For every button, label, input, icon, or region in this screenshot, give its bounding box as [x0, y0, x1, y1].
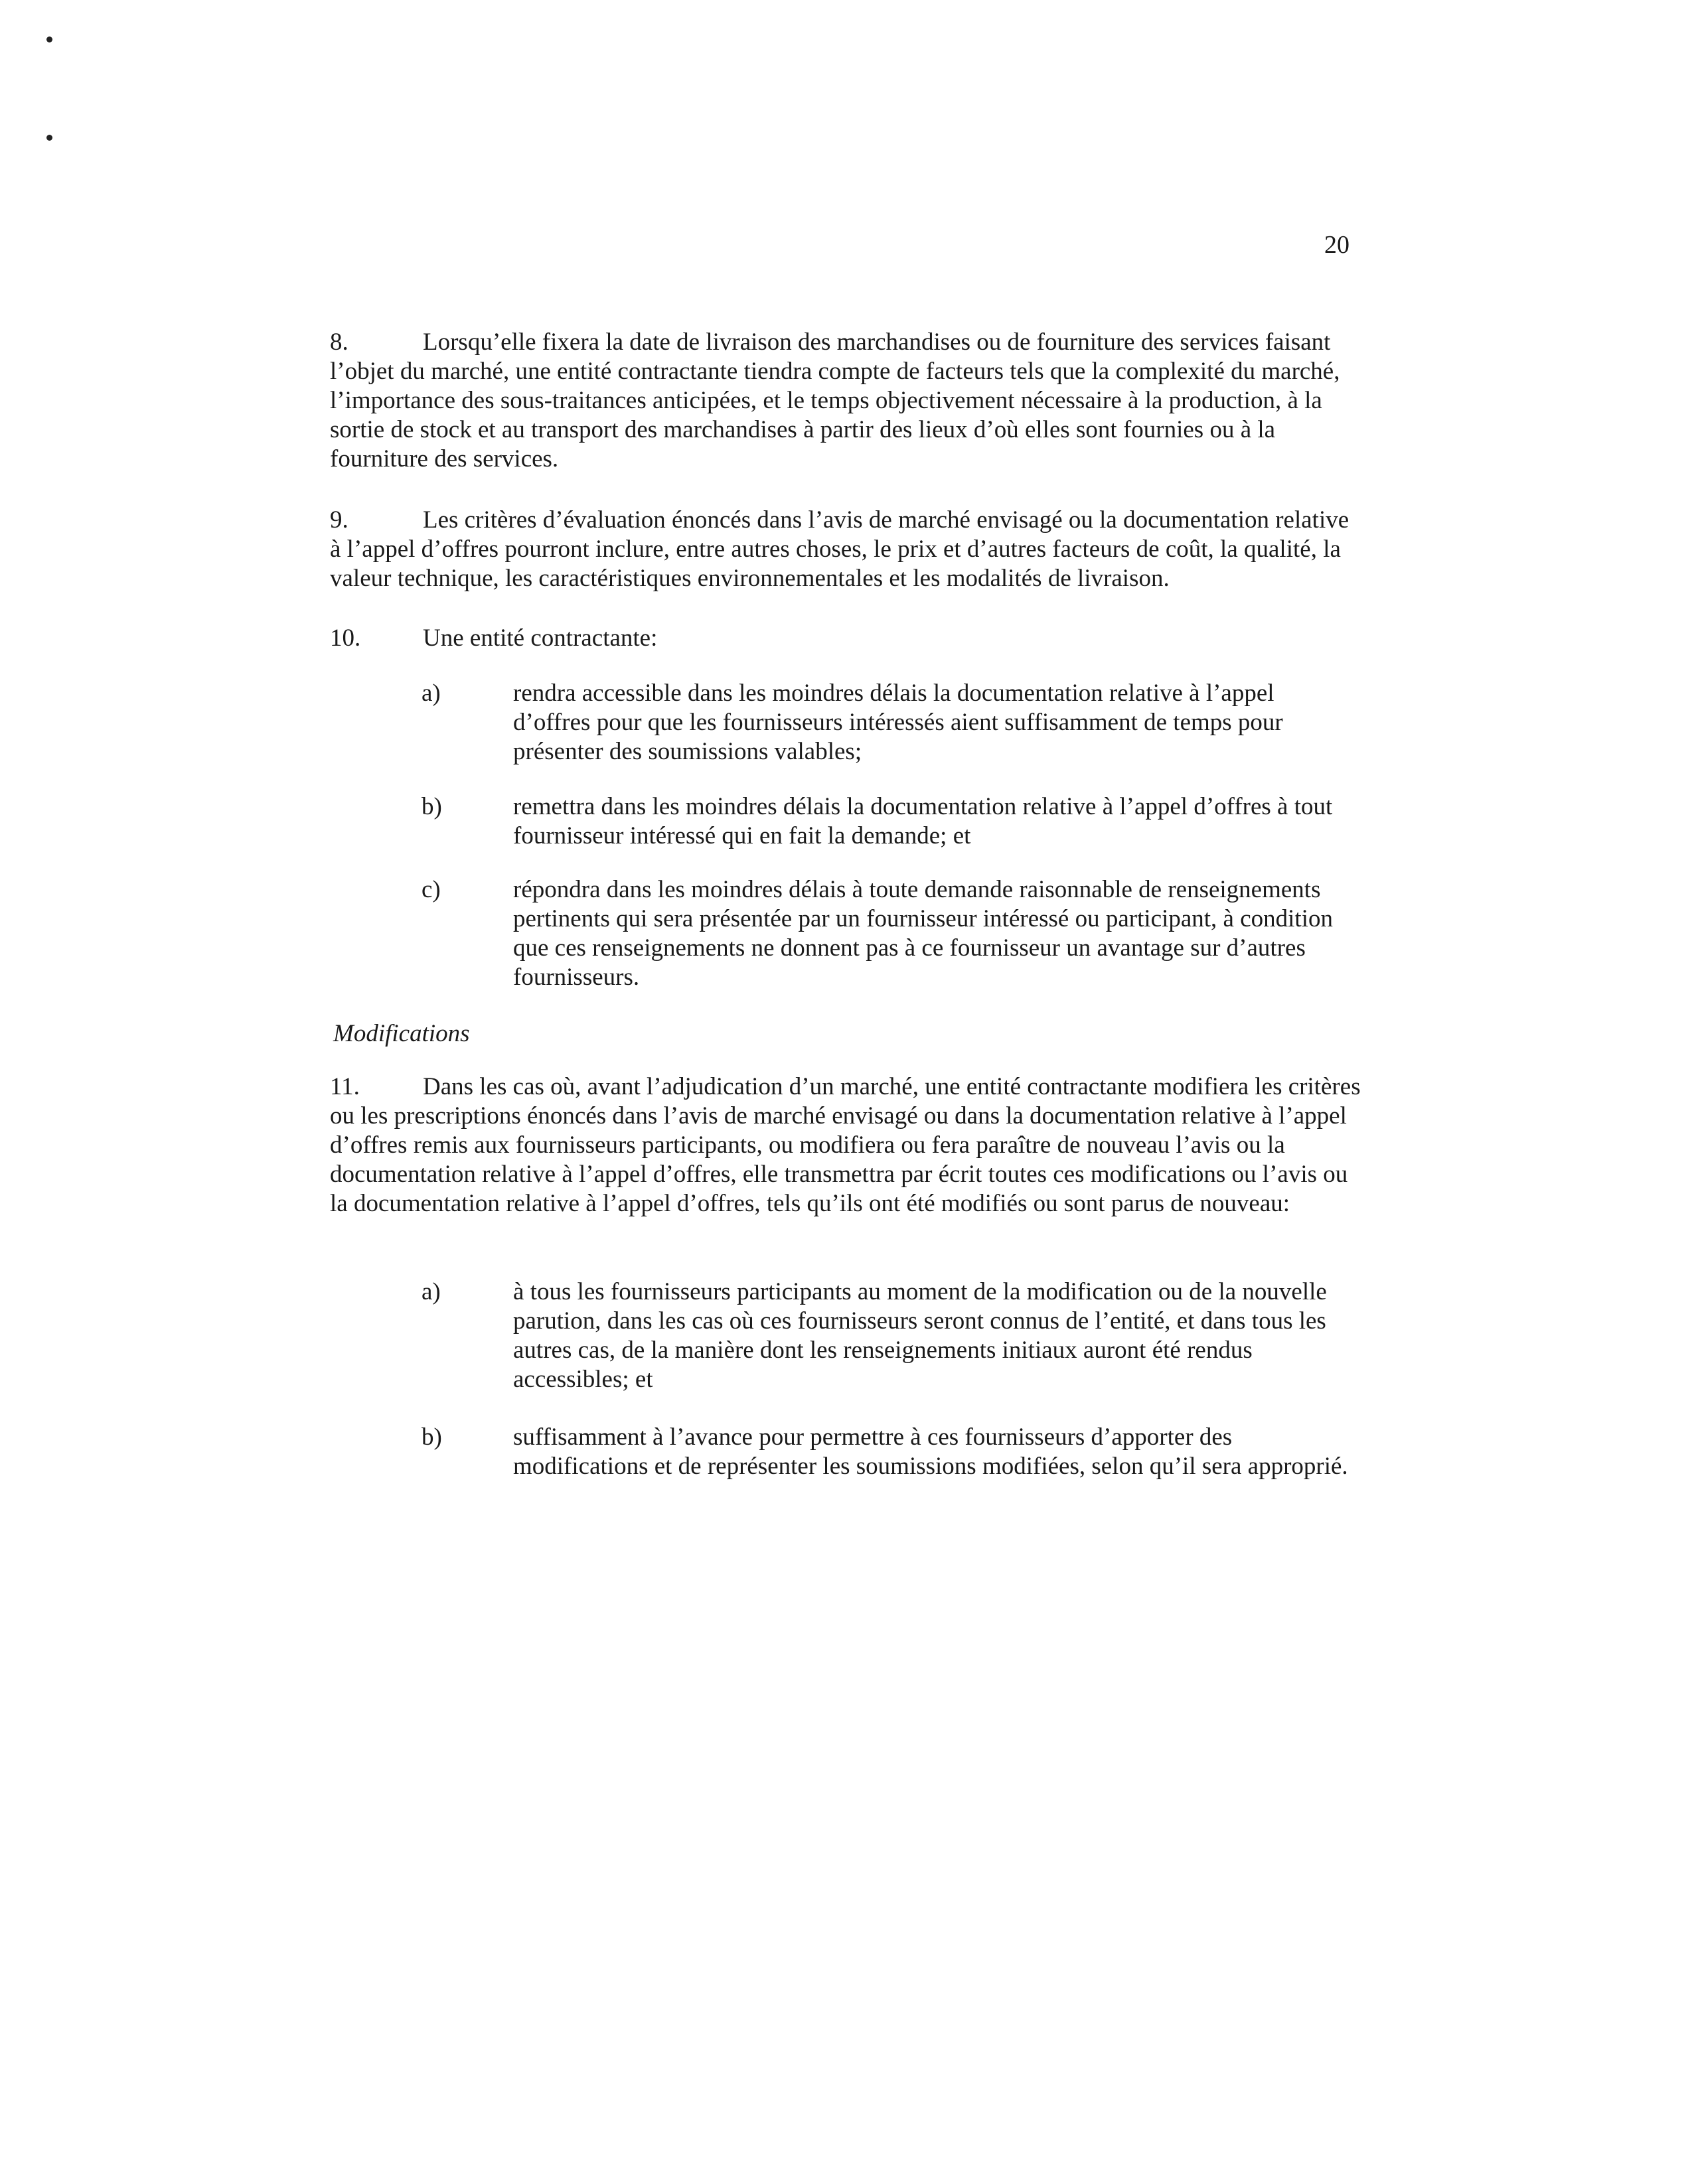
paragraph-8 [330, 328, 1365, 474]
list-item-text: remettra dans les moindres délais la documentation relative à l’appel d’offres à tout fournisseur intéressé qui en fait la demande; et [513, 793, 1333, 849]
page-number: 20 [1324, 231, 1349, 259]
list-item-text: suffisamment à l’avance pour permettre à ces fournisseurs d’apporter des modifications et de représenter les soumissions modifiées, selon qu’il sera approprié. [513, 1423, 1348, 1480]
punch-hole-mark [46, 36, 52, 42]
list-item-text: répondra dans les moindres délais à toute demande raisonnable de renseignements pertinents qui sera présentée par un fournisseur intéressé ou participant, à condition que ces renseignements ne donnent pas à ce fournisseur un avantage sur d’autres fournisseurs. [513, 876, 1333, 991]
list-item-text: à tous les fournisseurs participants au moment de la modification ou de la nouvelle parution, dans les cas où ces fournisseurs seront connus de l’entité, et dans tous les autres cas, de la manière dont les renseignements initiaux auront été rendus accessibles; et [513, 1278, 1327, 1393]
paragraph-number: 10. [330, 624, 361, 652]
paragraph-number: 11. [330, 1073, 360, 1100]
paragraph-text: Lorsqu’elle fixera la date de livraison des marchandises ou de fourniture des services faisant l’objet du marché, une entité contractante tiendra compte de facteurs tels que la complexité du marché, l’importance des sous-traitances anticipées, et le temps objectivement nécessaire à la production, à la sortie de stock et au transport des marchandises à partir des lieux d’où elles sont fournies ou à la fourniture des services. [330, 328, 1340, 473]
list-item-letter: b) [422, 1423, 442, 1451]
section-heading: Modifications [333, 1020, 470, 1047]
paragraph-10 [330, 624, 1126, 653]
paragraph-9 [330, 506, 1365, 593]
punch-hole-mark [46, 135, 52, 141]
paragraph-11 [330, 1072, 1365, 1218]
list-item-letter: b) [422, 793, 442, 820]
list-item-text: rendra accessible dans les moindres délais la documentation relative à l’appel d’offres pour que les fournisseurs intéressés aient suffisamment de temps pour présenter des soumissions valables; [513, 680, 1283, 765]
list-item-letter: c) [422, 876, 441, 903]
paragraph-text: Les critères d’évaluation énoncés dans l’avis de marché envisagé ou la documentation relative à l’appel d’offres pourront inclure, entre autres choses, le prix et d’autres facteurs de coût, la qualité, la valeur technique, les caractéristiques environnementales et les modalités de livraison. [330, 506, 1349, 592]
list-item-letter: a) [422, 680, 441, 707]
paragraph-text: Une entité contractante: [423, 624, 658, 652]
paragraph-number: 9. [330, 506, 348, 534]
paragraph-number: 8. [330, 328, 348, 356]
paragraph-text: Dans les cas où, avant l’adjudication d’un marché, une entité contractante modifiera les critères ou les prescriptions énoncés dans l’avis de marché envisagé ou dans la documentation relative à l’appel d’offres remis aux fournisseurs participants, ou modifiera ou fera paraître de nouveau l’avis ou la documentation relative à l’appel d’offres, elle transmettra par écrit toutes ces modifications ou l’avis ou la documentation relative à l’appel d’offres, tels qu’ils ont été modifiés ou sont parus de nouveau: [330, 1073, 1361, 1217]
list-item-letter: a) [422, 1278, 441, 1305]
